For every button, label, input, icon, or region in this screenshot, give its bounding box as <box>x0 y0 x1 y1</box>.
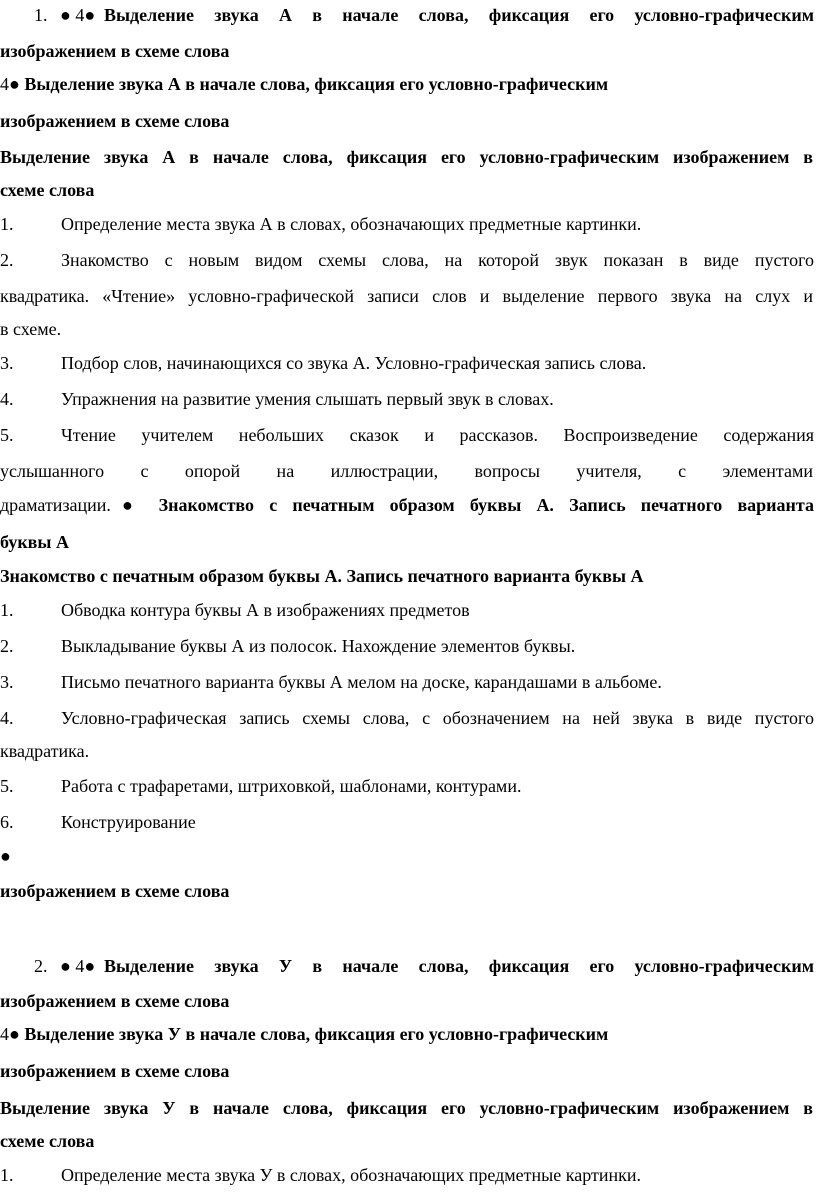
list-item-text-cont: услышанного с опорой на иллюстрации, вопросы учителя, с элементами <box>0 461 813 481</box>
list-item-text: Обводка контура буквы А в изображениях предметов <box>61 600 470 620</box>
list-item-text-cont: квадратика. <box>0 741 90 761</box>
section-2-number: 2. <box>34 956 48 976</box>
section-2-bullet-prefix: ● 4● <box>60 956 96 976</box>
section-2-title-cont: схеме слова <box>0 1131 95 1151</box>
list-item-number: 4. <box>0 389 14 409</box>
list-item-text: Письмо печатного варианта буквы А мелом на доске, карандашами в альбоме. <box>61 672 662 692</box>
list-item-text: Конструирование <box>61 812 196 832</box>
list-item-number: 2. <box>0 636 14 656</box>
list-item-number: 1. <box>0 600 14 620</box>
list-item-text-cont: в схеме. <box>0 319 62 339</box>
list-item-number: 6. <box>0 812 14 832</box>
list-item-text-cont: квадратика. «Чтение» условно-графической записи слов и выделение первого звука на слух и <box>0 286 813 306</box>
list-item-text-plain: драматизации. <box>0 495 111 515</box>
list-item-number: 3. <box>0 672 14 692</box>
section-2-heading-cont: изображением в схеме слова <box>0 991 230 1011</box>
section-2-subheading-cont: изображением в схеме слова <box>0 1061 230 1081</box>
list-item-number: 4. <box>0 708 14 728</box>
list-item-text: Определение места звука А в словах, обозначающих предметные картинки. <box>61 214 642 234</box>
list-item-number: 3. <box>0 353 14 373</box>
section-2-title: Выделение звука У в начале слова, фиксация его условно-графическим изображением в <box>0 1098 813 1118</box>
section-2-heading-text: Выделение звука У в начале слова, фиксация его условно-графическим <box>104 956 814 976</box>
section-1-number: 1. <box>34 5 48 25</box>
subsection-title: Знакомство с печатным образом буквы А. Запись печатного варианта буквы А <box>0 566 644 586</box>
lone-bullet: ● <box>0 846 11 866</box>
section-1-tail: изображением в схеме слова <box>0 881 230 901</box>
list-item-text: Работа с трафаретами, штриховкой, шаблонами, контурами. <box>61 776 522 796</box>
list-item-number: 2. <box>0 250 14 270</box>
list-item-number: 1. <box>0 1165 14 1185</box>
list-item-text: Определение места звука У в словах, обозначающих предметные картинки. <box>61 1165 641 1185</box>
section-1-heading-cont: изображением в схеме слова <box>0 41 230 61</box>
list-item-text: Условно-графическая запись схемы слова, с обозначением на ней звука в виде пустого <box>61 708 814 728</box>
section-2-subheading <box>0 1023 816 1045</box>
subheading-text: Выделение звука У в начале слова, фиксация его условно-графическим <box>24 1024 609 1044</box>
list-item-text: Выкладывание буквы А из полосок. Нахождение элементов буквы. <box>61 636 576 656</box>
list-item-text: Чтение учителем небольших сказок и рассказов. Воспроизведение содержания <box>61 425 814 445</box>
list-item-text: Подбор слов, начинающихся со звука А. Условно-графическая запись слова. <box>61 353 647 373</box>
subheading-text: Выделение звука А в начале слова, фиксация его условно-графическим <box>24 74 609 94</box>
subheading-bullet-prefix: 4● <box>0 74 20 94</box>
list-item-text: Упражнения на развитие умения слышать первый звук в словах. <box>61 389 554 409</box>
section-1-bullet-prefix: ● 4● <box>60 5 96 25</box>
section-1-subheading-cont: изображением в схеме слова <box>0 111 230 131</box>
subheading-bullet-prefix: 4● <box>0 1024 20 1044</box>
list-item-number: 5. <box>0 776 14 796</box>
subsection-heading-inline: ● Знакомство с печатным образом буквы А. Запись печатного варианта <box>122 495 814 515</box>
list-item-text: Знакомство с новым видом схемы слова, на которой звук показан в виде пустого <box>61 250 814 270</box>
section-1-title-cont: схеме слова <box>0 180 95 200</box>
section-1-subheading <box>0 73 816 95</box>
list-item-number: 5. <box>0 425 14 445</box>
section-1-title: Выделение звука А в начале слова, фиксация его условно-графическим изображением в <box>0 147 813 167</box>
section-1-heading-text: Выделение звука А в начале слова, фиксация его условно-графическим <box>104 5 814 25</box>
subsection-heading-cont: буквы А <box>0 532 69 552</box>
list-item-number: 1. <box>0 214 14 234</box>
